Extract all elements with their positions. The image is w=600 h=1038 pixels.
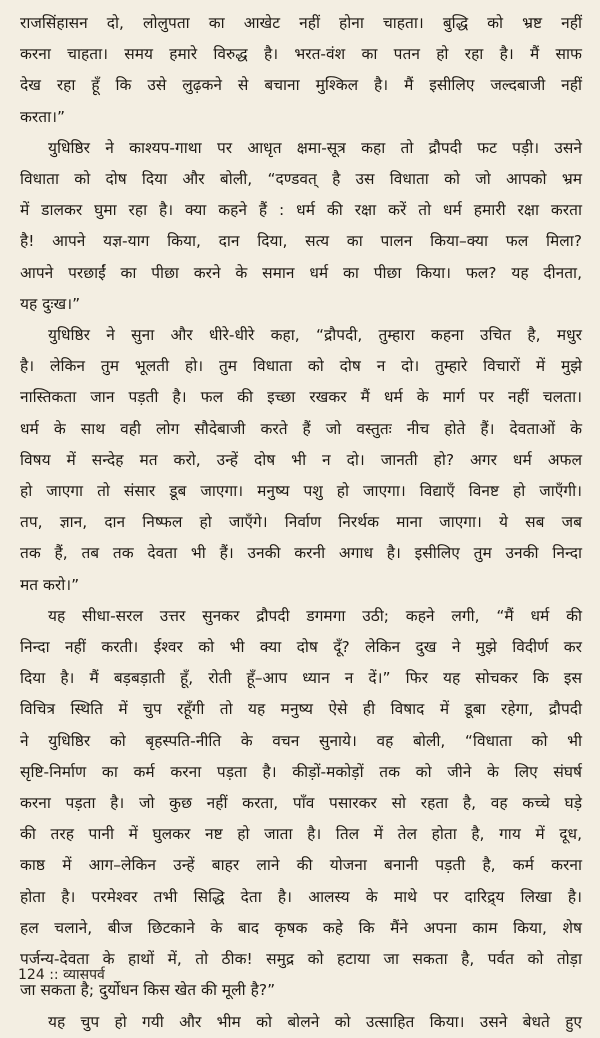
text-line: तक हैं, तब तक देवता भी हैं। उनकी करनी अगाध है। इसीलिए तुम उनकी निन्दा [20, 544, 582, 563]
text-line: करना पड़ता है। जो कुछ नहीं करता, पाँव पसारकर सो रहता है, वह कच्चे घड़े [20, 794, 582, 813]
text-line: करना चाहता। समय हमारे विरुद्ध है। भरत-वंश का पतन हो रहा है। मैं साफ [20, 45, 582, 64]
text-line: यह चुप हो गयी और भीम को बोलने को उत्साहित किया। उसने बेधते हुए [48, 1012, 582, 1031]
text-line: जा सकता है; दुर्योधन किस खेत की मूली है?” [20, 981, 276, 1000]
footer-separator: :: [49, 967, 59, 983]
text-line: मत करो।” [20, 575, 80, 594]
text-line: हल चलाने, बीज छिटकाने के बाद कृषक कहे कि मैंने अपना काम किया, शेष [20, 918, 582, 937]
text-line: धर्म के साथ वही लोग सौदेबाजी करते हैं जो वस्तुतः नीच होते हैं। देवताओं के [20, 419, 582, 438]
text-line: ने युधिष्ठिर को बृहस्पति-नीति के वचन सुनाये। वह बोली, “विधाता को भी [20, 731, 582, 750]
text-line: काष्ठ में आग–लेकिन उन्हें बाहर लाने की योजना बनानी पड़ती है, कर्म करना [20, 856, 582, 875]
text-line: हो जाएगा तो संसार डूब जाएगा। मनुष्य पशु हो जाएगा। विद्याएँ विनष्ट हो जाएँगी। [20, 482, 582, 501]
text-line: विषय में सन्देह मत करो, उन्हें दोष भी न दो। जानती हो? अगर धर्म अफल [20, 450, 582, 469]
text-line: में डालकर घुमा रहा है। क्या कहने हैं : धर्म की रक्षा करें तो धर्म हमारी रक्षा करता [20, 201, 582, 220]
paragraph-4 [20, 601, 582, 1007]
text-line: सृष्टि-निर्माण का कर्म करना पड़ता है। कीड़ों-मकोड़ों तक को जीने के लिए संघर्ष [20, 762, 582, 781]
paragraph-3 [20, 320, 582, 601]
text-line: दिया है। मैं बड़बड़ाती हूँ, रोती हूँ–आप ध्यान न दें।” फिर यह सोचकर कि इस [20, 669, 582, 688]
text-line: तप, ज्ञान, दान निष्फल हो जाएँगे। निर्वाण निरर्थक माना जाएगा। ये सब जब [20, 513, 582, 532]
text-line: निन्दा नहीं करती। ईश्वर को भी क्या दोष दूँ? लेकिन दुख ने मुझे विदीर्ण कर [20, 638, 582, 657]
text-line: युधिष्ठिर ने सुना और धीरे-धीरे कहा, “द्रौपदी, तुम्हारा कहना उचित है, मधुर [48, 326, 582, 345]
text-line: है! आपने यज्ञ-याग किया, दान दिया, सत्य का पालन किया–क्या फल मिला? [20, 232, 582, 251]
text-line: राजसिंहासन दो, लोलुपता का आखेट नहीं होना चाहता। बुद्धि को भ्रष्ट नहीं [20, 14, 582, 32]
text-line: विचित्र स्थिति में चुप रहूँगी तो यह मनुष्य ऐसे ही विषाद में डूबा रहेगा, द्रौपदी [20, 700, 582, 719]
text-line: यह सीधा-सरल उत्तर सुनकर द्रौपदी डगमगा उठी; कहने लगी, “मैं धर्म की [48, 606, 582, 625]
text-line: पर्जन्य-देवता के हाथों में, तो ठीक! समुद्र को हटाया जा सकता है, पर्वत को तोड़ा [20, 950, 582, 969]
paragraph-5 [20, 1007, 582, 1038]
text-line: होता है। परमेश्वर तभी सिद्धि देता है। आलस्य के माथे पर दारिद्र्य लिखा है। [20, 887, 582, 906]
text-line: यह दुःख।” [20, 294, 81, 313]
page-footer [18, 965, 105, 984]
text-line: आपने परछाईं का पीछा करने के समान धर्म का पीछा किया। फल? यह दीनता, [20, 263, 582, 282]
text-line: विधाता को दोष दिया और बोली, “दण्डवत् है उस विधाता को जो आपको भ्रम [20, 170, 582, 189]
text-line: नास्तिकता जान पड़ती है। फल की इच्छा रखकर मैं धर्म के मार्ग पर नहीं चलता। [20, 388, 582, 407]
paragraph-1 [20, 8, 582, 133]
book-section-title: व्यासपर्व [63, 967, 105, 983]
text-line: युधिष्ठिर ने काश्यप-गाथा पर आधृत क्षमा-सूत्र कहा तो द्रौपदी फट पड़ी। उसने [48, 138, 582, 157]
paragraph-2 [20, 133, 582, 320]
page-number: 124 [18, 967, 45, 983]
text-line: है। लेकिन तुम भूलती हो। तुम विधाता को दोष न दो। तुम्हारे विचारों में मुझे [20, 357, 582, 376]
text-line: देख रहा हूँ कि उसे लुढ़कने से बचाना मुश्किल है। मैं इसीलिए जल्दबाजी नहीं [20, 76, 582, 95]
text-line: करता।” [20, 107, 65, 126]
text-line: की तरह पानी में घुलकर नष्ट हो जाता है। तिल में तेल होता है, गाय में दूध, [20, 825, 582, 844]
